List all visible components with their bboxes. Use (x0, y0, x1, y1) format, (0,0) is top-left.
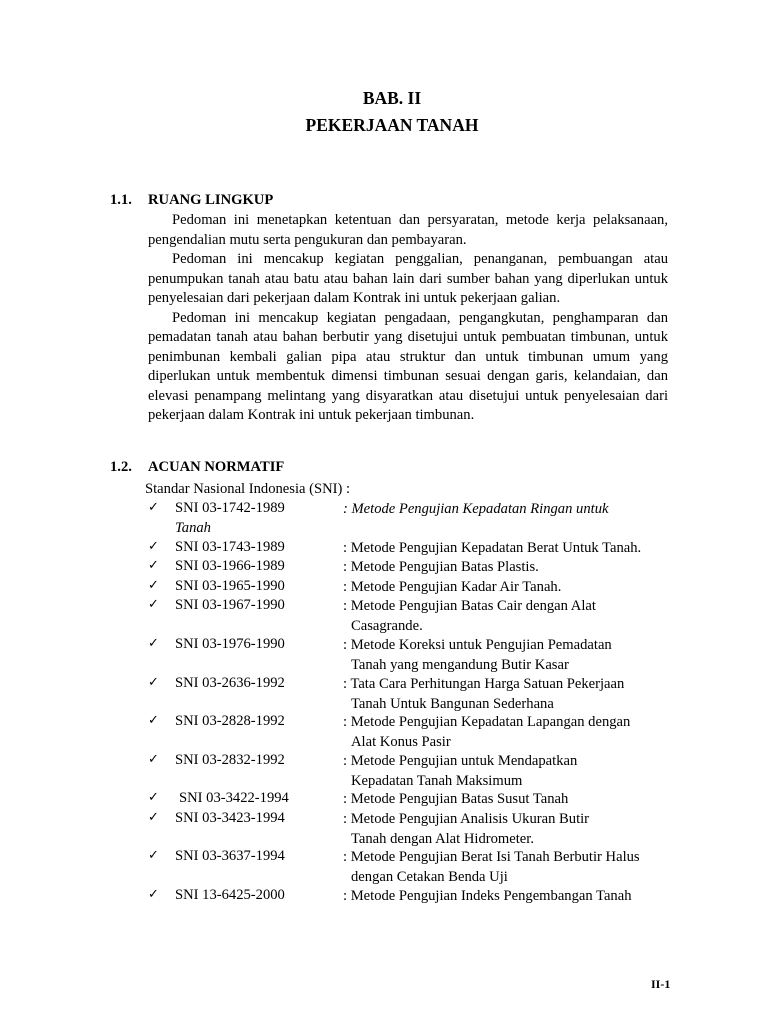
reference-description (343, 848, 667, 887)
reference-code: SNI 03-1967-1990 (175, 597, 285, 613)
reference-description (343, 887, 667, 907)
reference-description (343, 752, 667, 791)
check-icon: ✓ (148, 790, 159, 805)
reference-description-line: : Metode Pengujian Kepadatan Lapangan dengan (343, 714, 631, 730)
reference-description-line: : Tata Cara Perhitungan Harga Satuan Pekerjaan (343, 676, 625, 692)
reference-description-continuation: dengan Cetakan Benda Uji (351, 868, 508, 885)
check-icon: ✓ (148, 500, 159, 515)
page-number: II-1 (651, 977, 671, 991)
reference-description (343, 558, 667, 578)
paragraph-1: Pedoman ini menetapkan ketentuan dan persyaratan, metode kerja pelaksanaan, pengendalian mutu serta pengukuran dan pembayaran. (148, 212, 668, 248)
reference-item (0, 810, 768, 848)
reference-item (0, 636, 768, 674)
reference-item (0, 500, 768, 538)
reference-code: SNI 03-1743-1989 (175, 539, 285, 555)
paragraph-2: Pedoman ini mencakup kegiatan penggalian, penanganan, pembuangan atau penumpukan tanah atau batu atau bahan lain dari sumber bahan yang diperlukan untuk penyelesaian dari pekerjaan dalam Kontrak ini untuk pekerjaan galian. (148, 251, 668, 306)
reference-description-line: : Metode Pengujian Kadar Air Tanah. (343, 579, 562, 595)
reference-description-continuation: Casagrande. (351, 617, 423, 634)
check-icon: ✓ (148, 810, 159, 825)
reference-description-continuation: Tanah dengan Alat Hidrometer. (351, 830, 534, 847)
reference-description-line: : Metode Pengujian Batas Susut Tanah (343, 791, 569, 807)
reference-description-line: : Metode Pengujian untuk Mendapatkan (343, 753, 578, 769)
reference-code: SNI 03-1976-1990 (175, 636, 285, 652)
reference-description-continuation: Kepadatan Tanah Maksimum (351, 772, 523, 789)
reference-description (343, 597, 667, 636)
reference-code: SNI 13-6425-2000 (175, 887, 285, 903)
reference-description-continuation: Tanah (175, 520, 211, 536)
reference-description-line: : Metode Koreksi untuk Pengujian Pemadatan (343, 637, 612, 653)
check-icon: ✓ (148, 887, 159, 902)
check-icon: ✓ (148, 752, 159, 767)
reference-code: SNI 03-3422-1994 (179, 790, 289, 806)
reference-code: SNI 03-1742-1989 (175, 500, 285, 516)
reference-description-continuation: Tanah Untuk Bangunan Sederhana (351, 695, 554, 712)
check-icon: ✓ (148, 597, 159, 612)
reference-item (0, 675, 768, 713)
reference-description-line: : Metode Pengujian Kepadatan Berat Untuk Tanah. (343, 540, 642, 556)
reference-description-continuation: Tanah yang mengandung Butir Kasar (351, 656, 569, 673)
section-2-number: 1.2. (110, 459, 132, 475)
reference-description-line: : Metode Pengujian Batas Plastis. (343, 559, 539, 575)
reference-code: SNI 03-2832-1992 (175, 752, 285, 768)
paragraph-3: Pedoman ini mencakup kegiatan pengadaan, pengangkutan, penghamparan dan pemadatan tanah atau bahan berbutir yang disetujui untuk pembuatan timbunan, untuk penimbunan kembali galian pipa atau struktur dan untuk timbunan umum yang diperlukan untuk membentuk dimensi timbunan sesuai dengan garis, kelandaian, dan elevasi penampang melintang yang disyaratkan atau disetujui untuk penyelesaian dari pekerjaan dalam Kontrak ini untuk pekerjaan timbunan. (148, 309, 668, 423)
reference-description (343, 636, 667, 675)
section-1-heading: RUANG LINGKUP (148, 192, 274, 208)
section-2-heading: ACUAN NORMATIF (148, 459, 285, 475)
check-icon: ✓ (148, 848, 159, 863)
reference-code: SNI 03-1965-1990 (175, 578, 285, 594)
reference-code: SNI 03-3423-1994 (175, 810, 285, 826)
sni-intro: Standar Nasional Indonesia (SNI) : (145, 481, 351, 497)
reference-code: SNI 03-3637-1994 (175, 848, 285, 864)
check-icon: ✓ (148, 558, 159, 573)
check-icon: ✓ (148, 713, 159, 728)
reference-description (343, 539, 667, 559)
chapter-title: PEKERJAAN TANAH (305, 115, 479, 135)
chapter-label: BAB. II (362, 88, 422, 108)
reference-item (0, 848, 768, 886)
reference-item (0, 752, 768, 790)
check-icon: ✓ (148, 539, 159, 554)
reference-description (343, 790, 667, 810)
reference-description-line: : Metode Pengujian Batas Cair dengan Alat (343, 598, 596, 614)
reference-description-continuation: Alat Konus Pasir (351, 733, 451, 750)
section-1-number: 1.1. (110, 192, 132, 208)
reference-description-line: : Metode Pengujian Berat Isi Tanah Berbutir Halus (343, 849, 640, 865)
reference-description (343, 675, 667, 714)
reference-description (343, 810, 667, 849)
reference-description (343, 713, 667, 752)
reference-item (0, 887, 768, 925)
reference-code: SNI 03-2828-1992 (175, 713, 285, 729)
reference-item (0, 597, 768, 635)
reference-code: SNI 03-2636-1992 (175, 675, 285, 691)
reference-description-line: : Metode Pengujian Indeks Pengembangan Tanah (343, 888, 632, 904)
check-icon: ✓ (148, 578, 159, 593)
check-icon: ✓ (148, 675, 159, 690)
reference-description-line: : Metode Pengujian Analisis Ukuran Butir (343, 811, 590, 827)
reference-description (343, 578, 667, 598)
reference-item (0, 713, 768, 751)
check-icon: ✓ (148, 636, 159, 651)
reference-code: SNI 03-1966-1989 (175, 558, 285, 574)
reference-description-line: : Metode Pengujian Kepadatan Ringan untuk (343, 501, 609, 517)
section-1-body (148, 211, 668, 426)
